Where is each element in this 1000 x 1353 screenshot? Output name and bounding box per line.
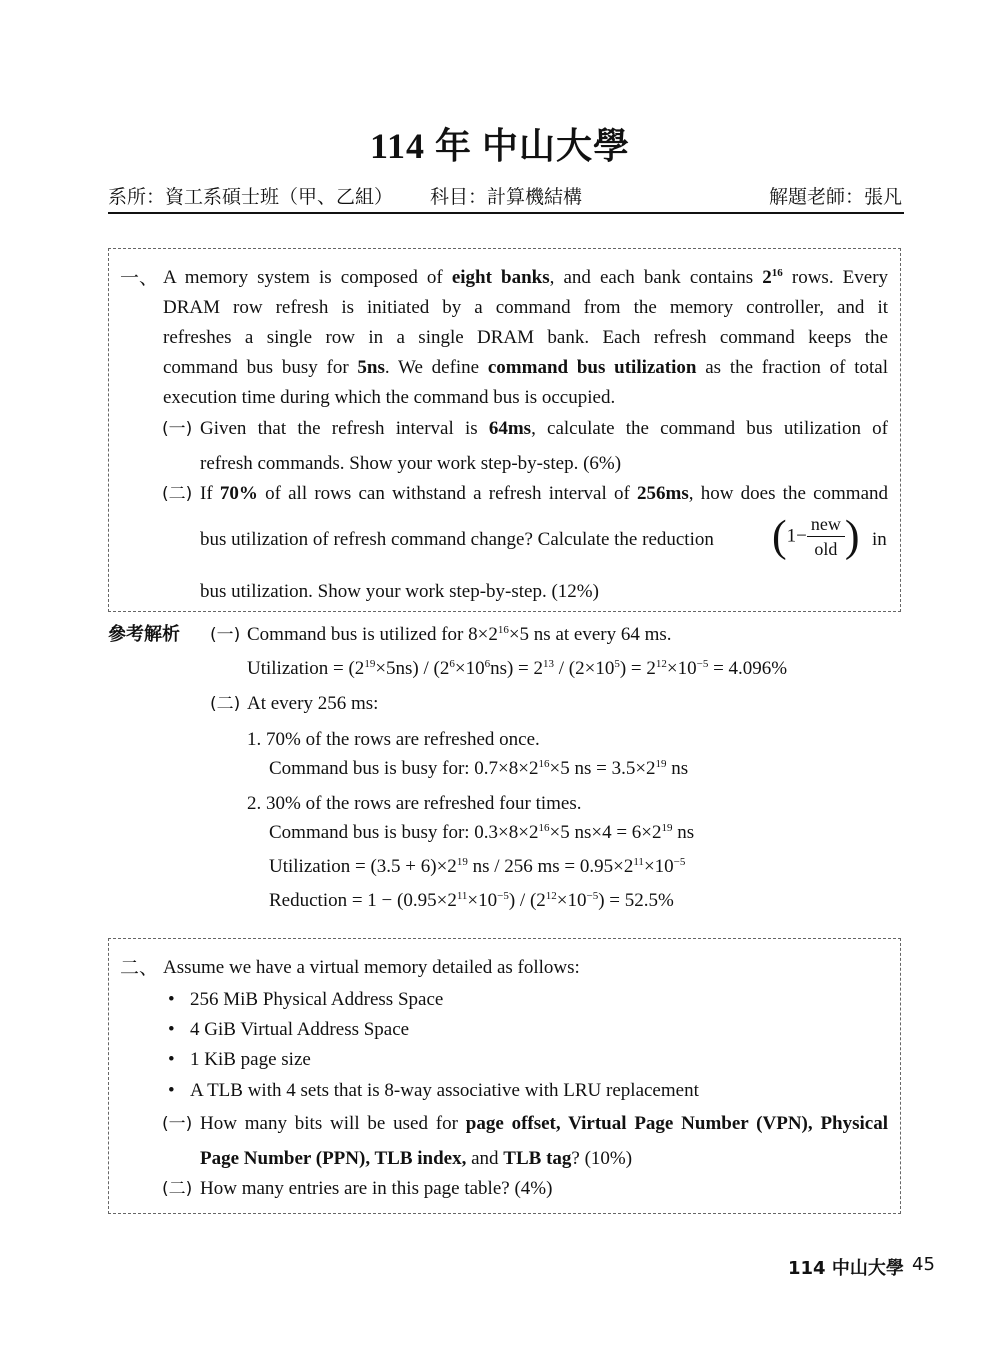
answer-reduction: Reduction = $1 - (0.95\times 2^{11}\times 10^{-5}) / (2^{12}\times 10^{-5}) = 52.5\%$ bbox=[269, 890, 674, 911]
page-number: 45 bbox=[912, 1254, 935, 1275]
answer-item-2-busy: Command bus is busy for: $0.3\times 8\times 2^{16}\times 5$ $ns\times 4 = 6\times 2^{19}$ ns bbox=[269, 822, 695, 843]
question-1-line-1: A memory system is composed of eight banks, and each bank contains $2^{16}$ rows. Every bbox=[163, 267, 889, 288]
question-1-line-2: DRAM row refresh is initiated by a command from the memory controller, and it bbox=[163, 297, 888, 318]
q2-sub1-line-2: Page Number (PPN), TLB index, and TLB tag? (10%) bbox=[200, 1148, 633, 1169]
q2-sub2-line: How many entries are in this page table? (4%) bbox=[200, 1178, 553, 1199]
bullet-item: • 256 MiB Physical Address Space bbox=[168, 989, 444, 1010]
answer-part-1-line-1: Command bus is utilized for $8\times 2^{16}\times 5$ ns at every 64 ms. bbox=[247, 624, 672, 645]
question-1-number: 一、 bbox=[120, 267, 159, 289]
q2-sub1-number: (一) bbox=[162, 1114, 193, 1134]
bullet-item: • A TLB with 4 sets that is 8-way associative with LRU replacement bbox=[168, 1080, 699, 1101]
answer-part-1-utilization: Utilization = $(2^{19}\times 5ns) / (2^6\times 10^6ns) = 2^{13} / (2\times 10^5) = 2^{12}\times 10^{-5} = 4.096\%$ bbox=[247, 658, 788, 679]
q1-sub1-number: (一) bbox=[162, 419, 193, 439]
answer-item-1: 1. 70% of the rows are refreshed once. bbox=[247, 729, 540, 750]
reduction-formula: (1− $\frac{\text{new}}{\text{old}}$ ) bbox=[772, 511, 860, 561]
answer-item-1-busy: Command bus is busy for: $0.7\times 8\times 2^{16}\times 5$ ns = $3.5\times 2^{19}$ ns bbox=[269, 758, 689, 779]
answer-part-1-number: (一) bbox=[210, 625, 241, 645]
q1-sub1-line-2: refresh commands. Show your work step-by-step. (6%) bbox=[200, 453, 622, 474]
question-2-number: 二、 bbox=[120, 957, 159, 979]
answer-label: 參考解析 bbox=[108, 624, 180, 645]
answer-item-2: 2. 30% of the rows are refreshed four times. bbox=[247, 793, 582, 814]
teacher-label: 解題老師：張凡 bbox=[768, 186, 902, 208]
bullet-item: • 4 GiB Virtual Address Space bbox=[168, 1019, 410, 1040]
answer-part-2-number: (二) bbox=[210, 694, 241, 714]
q1-sub2-line-3: bus utilization. Show your work step-by-step. (12%) bbox=[200, 581, 599, 602]
q1-sub2-number: (二) bbox=[162, 484, 193, 504]
q1-sub2-in: in bbox=[872, 529, 887, 550]
department-label: 系所：資工系碩士班（甲、乙組） bbox=[108, 186, 394, 208]
footer-label: 114 中山大學 bbox=[788, 1258, 904, 1279]
subject-label: 科目：計算機結構 bbox=[430, 186, 583, 208]
q1-sub2-line-2: bus utilization of refresh command change? Calculate the reduction bbox=[200, 529, 714, 550]
page-title: 114 年 中山大學 bbox=[369, 126, 630, 166]
bullet-item: • 1 KiB page size bbox=[168, 1049, 311, 1070]
q2-sub2-number: (二) bbox=[162, 1179, 193, 1199]
answer-utilization: Utilization = $(3.5 + 6)\times 2^{19}$ ns / 256 ms = $0.95\times 2^{11}\times 10^{-5}$ bbox=[269, 856, 686, 877]
question-1-line-4: command bus busy for 5ns. We define command bus utilization as the fraction of total bbox=[163, 357, 888, 378]
question-1-line-5: execution time during which the command bus is occupied. bbox=[163, 387, 616, 408]
q1-sub1-line-1: Given that the refresh interval is 64ms, calculate the command bus utilization of bbox=[200, 418, 888, 439]
question-2-intro: Assume we have a virtual memory detailed as follows: bbox=[163, 957, 580, 978]
header-rule bbox=[108, 212, 904, 214]
q2-sub1-line-1: How many bits will be used for page offset, Virtual Page Number (VPN), Physical bbox=[200, 1113, 889, 1134]
answer-part-2-line-1: At every 256 ms: bbox=[247, 693, 379, 714]
question-1-line-3: refreshes a single row in a single DRAM bank. Each refresh command keeps the bbox=[163, 327, 888, 348]
q1-sub2-line-1: If 70% of all rows can withstand a refresh interval of 256ms, how does the command bbox=[200, 483, 889, 504]
